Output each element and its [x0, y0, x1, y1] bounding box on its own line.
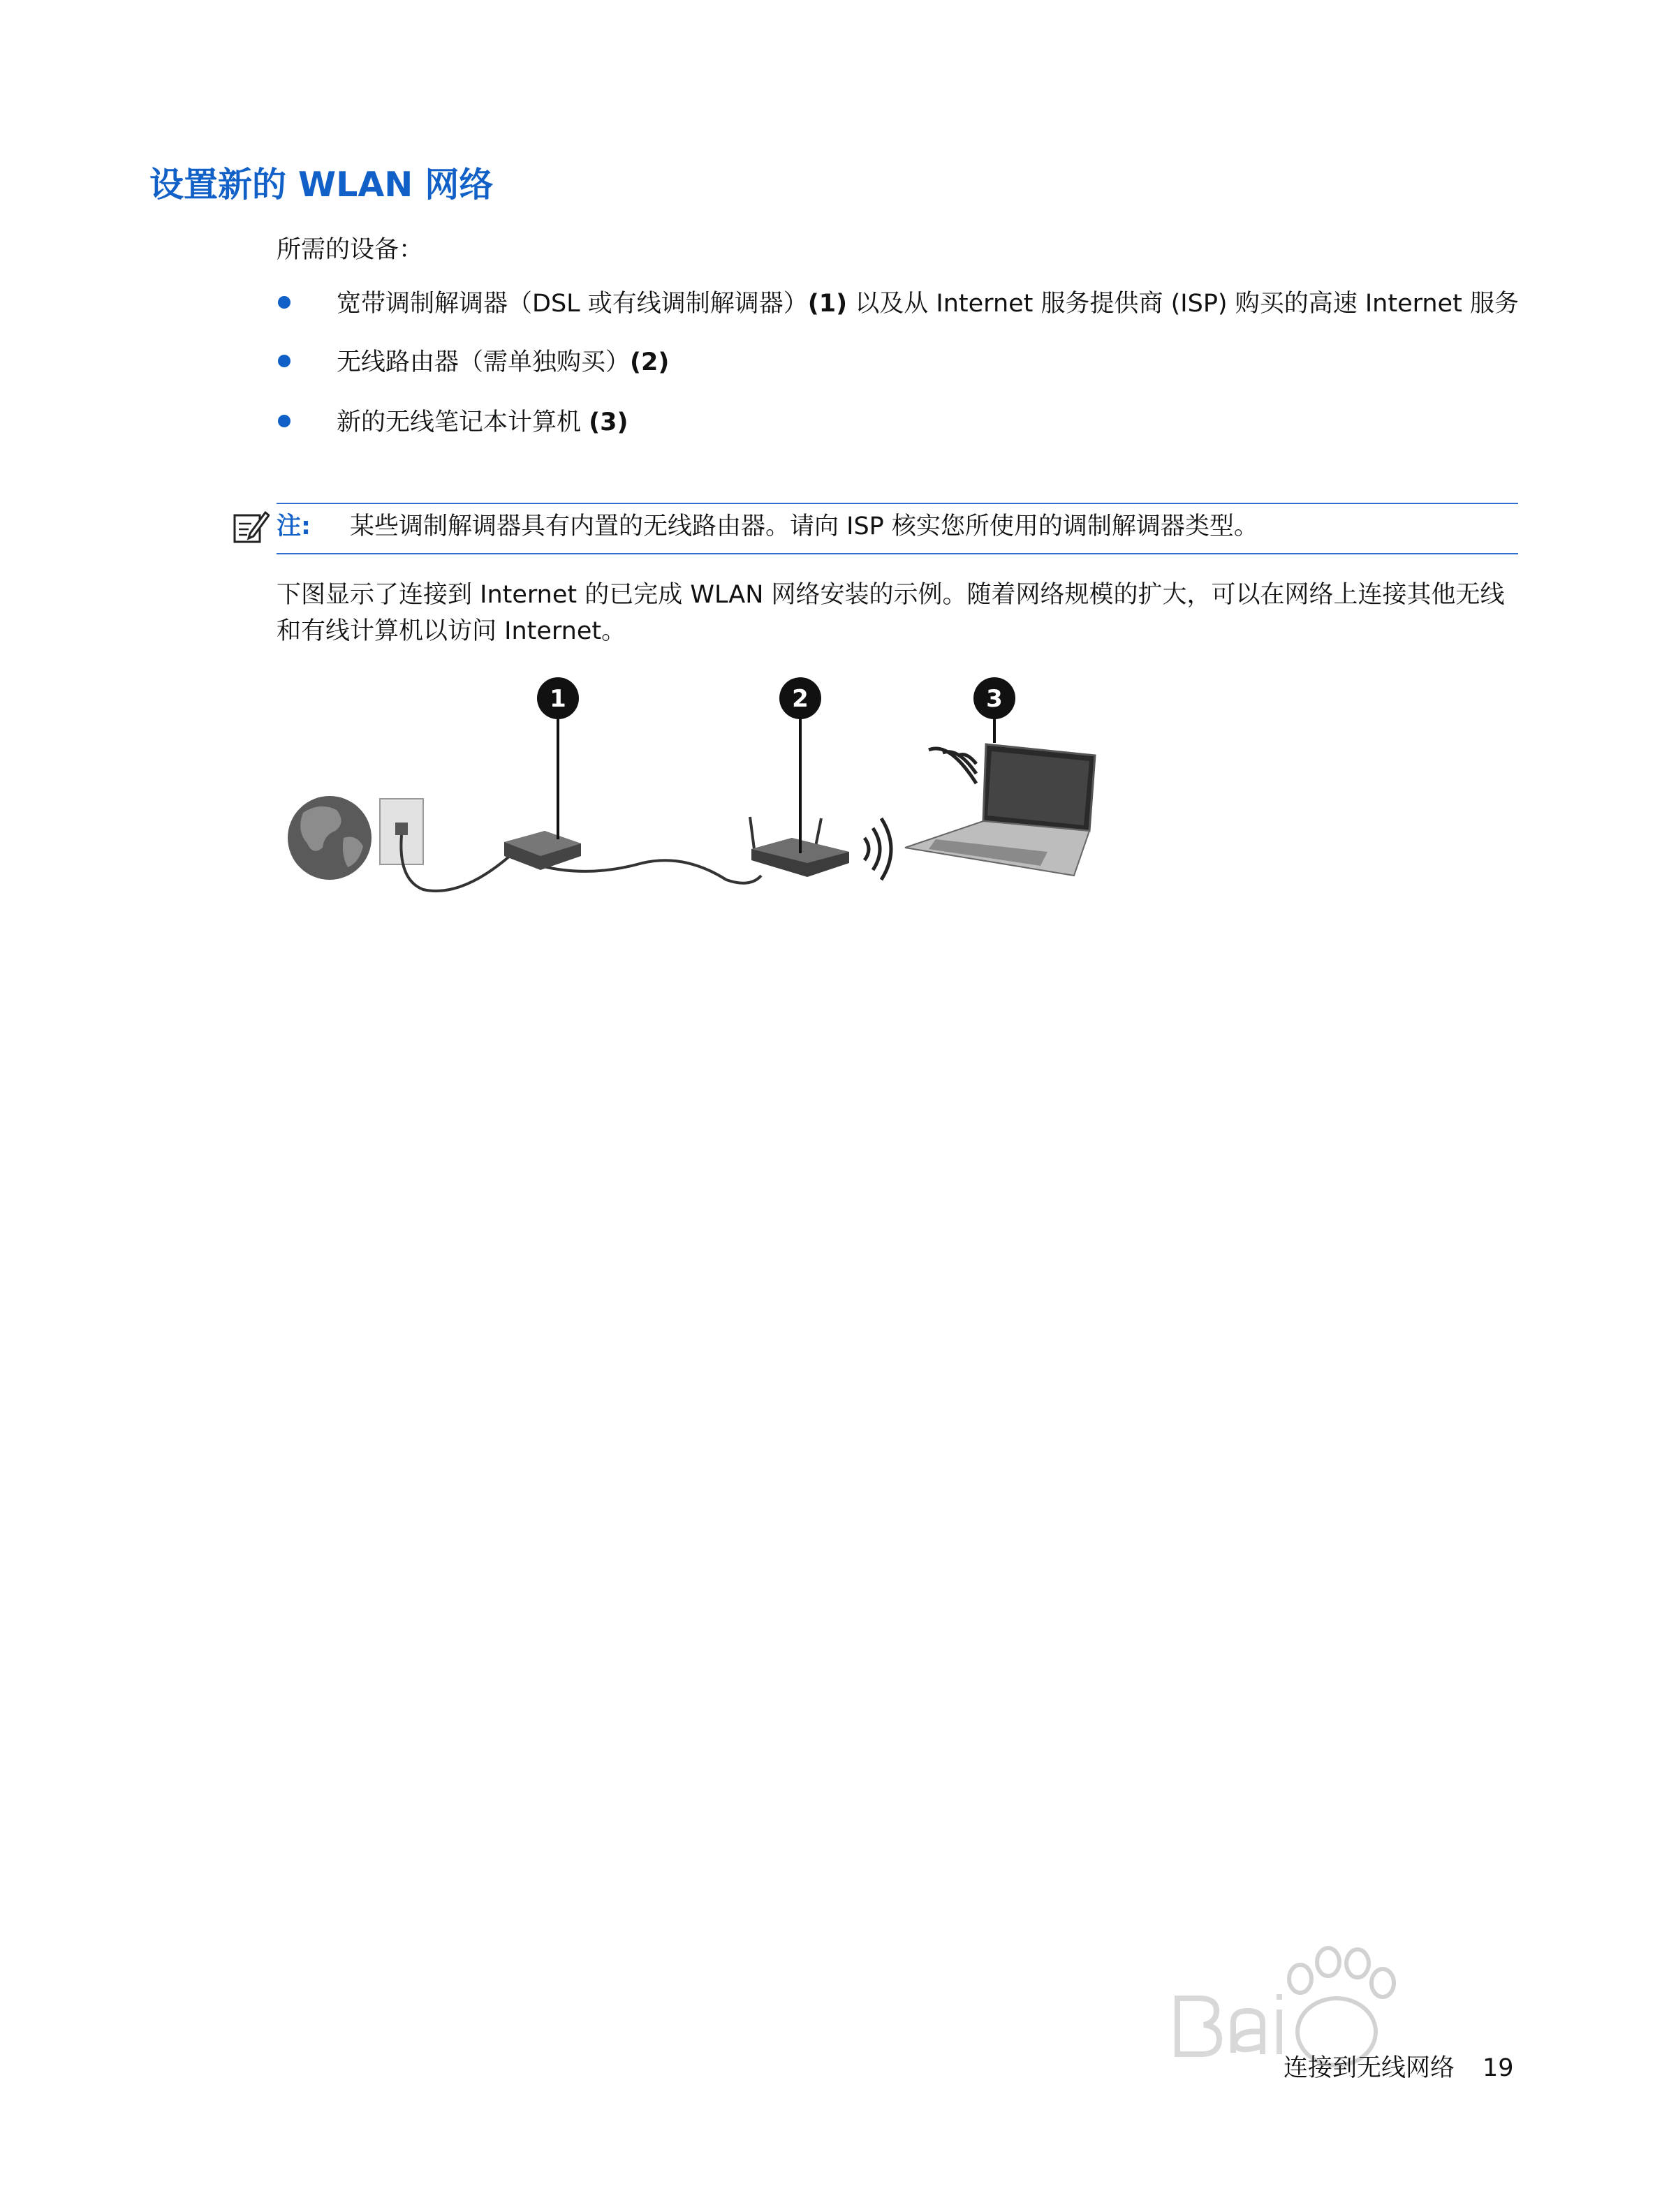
svg-text:3: 3: [986, 685, 1003, 713]
note-bottom-rule: [277, 553, 1518, 554]
laptop-wifi-icon: [929, 749, 976, 783]
note: [277, 507, 1258, 542]
footer-chapter: 连接到无线网络: [1284, 2054, 1455, 2082]
page-number: 19: [1483, 2054, 1514, 2082]
callout-1: [537, 677, 579, 719]
bullet-icon: [278, 296, 291, 309]
section-title: 设置新的 WLAN 网络: [149, 165, 494, 205]
callout-2: [779, 677, 821, 719]
bullet-icon: [278, 415, 291, 427]
list-item: 宽带调制解调器（DSL 或有线调制解调器）(1) 以及从 Internet 服务提供商 (ISP) 购买的高速 Internet 服务: [277, 286, 1527, 321]
bullet-icon: [278, 355, 291, 367]
laptop-device-icon: [905, 744, 1095, 876]
page-footer: [1284, 2049, 1514, 2084]
diagram-description: 下图显示了连接到 Internet 的已完成 WLAN 网络安装的示例。随着网络规模的扩大，可以在网络上连接其他无线和有线计算机以访问 Internet。: [277, 581, 1505, 645]
baidu-watermark-logo: [1170, 1927, 1547, 2130]
note-pencil-icon: [232, 507, 270, 545]
list-item: 新的无线笔记本计算机 (3): [277, 405, 1527, 440]
intro-text: 所需的设备：: [277, 236, 424, 264]
router-wifi-icon: [865, 818, 891, 880]
internet-globe-icon: [288, 796, 372, 880]
list-item: 无线路由器（需单独购买）(2): [277, 345, 1527, 380]
note-text: 某些调制解调器具有内置的无线路由器。请向 ISP 核实您所使用的调制解调器类型。: [350, 513, 1258, 540]
modem-device-icon: [504, 831, 581, 870]
note-label: 注:: [277, 513, 311, 540]
svg-text:2: 2: [792, 685, 809, 713]
equipment-list: [277, 286, 1527, 440]
svg-text:1: 1: [550, 685, 566, 713]
callout-3: [973, 677, 1015, 719]
note-top-rule: [277, 503, 1518, 504]
network-diagram: [279, 673, 1103, 897]
